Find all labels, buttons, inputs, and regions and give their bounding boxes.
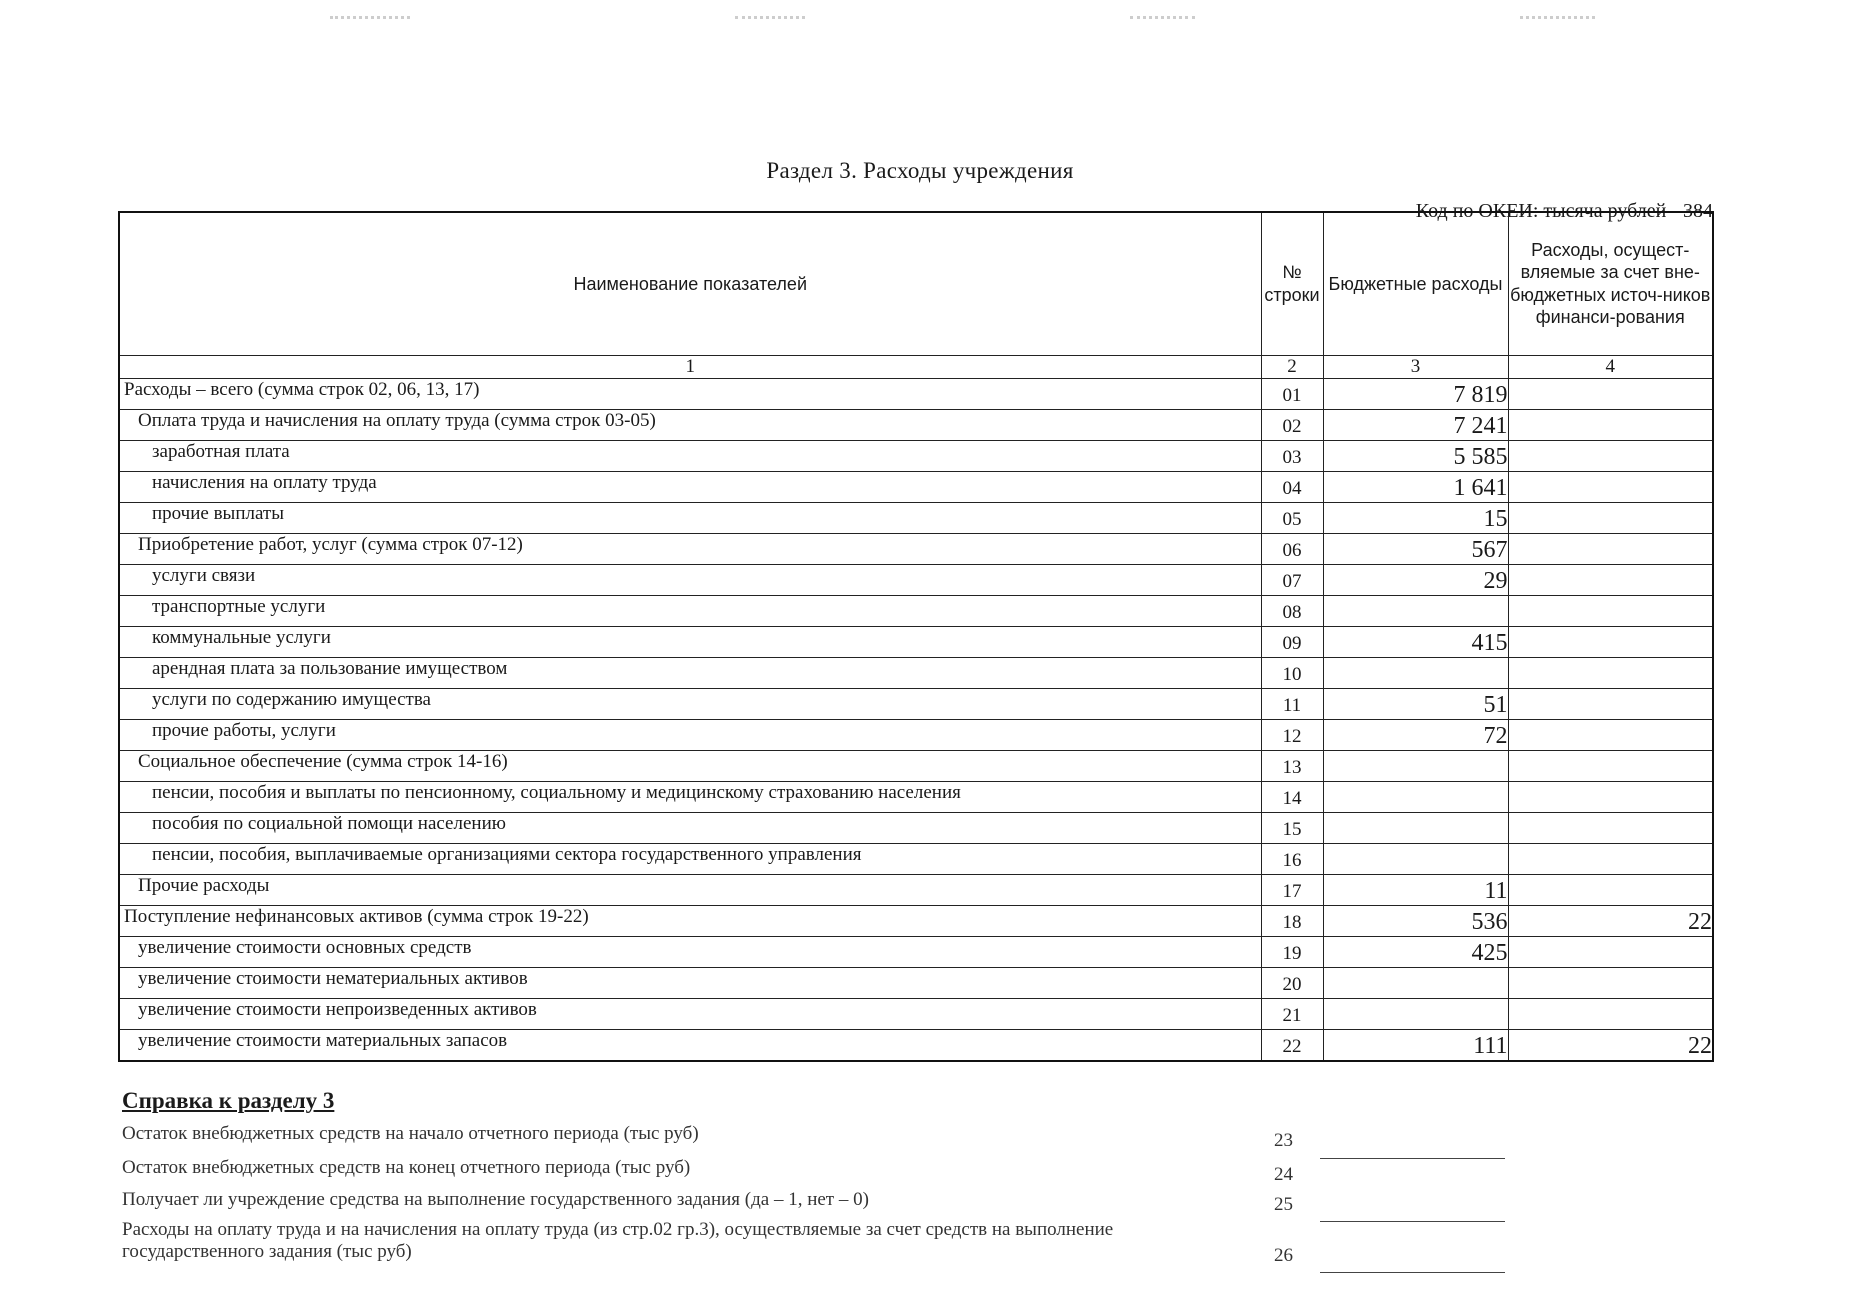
row-code: 04	[1261, 471, 1323, 502]
table-row	[119, 781, 1713, 812]
header-extra: Расходы, осущест-вляемые за счет вне-бюджетных источ-ников финанси-рования	[1508, 212, 1713, 355]
table-row	[119, 533, 1713, 564]
reference-value-field[interactable]	[1320, 1221, 1505, 1222]
header-name: Наименование показателей	[119, 212, 1261, 355]
row-budget-value	[1323, 812, 1508, 843]
row-extra-value	[1508, 657, 1713, 688]
row-code: 17	[1261, 874, 1323, 905]
row-name: пенсии, пособия, выплачиваемые организациями сектора государственного управления	[119, 843, 1261, 874]
row-budget-value: 15	[1323, 502, 1508, 533]
row-name: прочие выплаты	[119, 502, 1261, 533]
row-extra-value	[1508, 781, 1713, 812]
row-budget-value	[1323, 998, 1508, 1029]
row-name: начисления на оплату труда	[119, 471, 1261, 502]
row-name: увеличение стоимости непроизведенных активов	[119, 998, 1261, 1029]
row-budget-value	[1323, 595, 1508, 626]
table-row	[119, 409, 1713, 440]
scan-artifact	[735, 16, 805, 23]
row-budget-value: 29	[1323, 564, 1508, 595]
row-budget-value: 7 819	[1323, 378, 1508, 409]
expenses-table	[118, 211, 1714, 1062]
row-budget-value	[1323, 750, 1508, 781]
reference-row-code: 24	[1274, 1164, 1293, 1185]
table-row	[119, 378, 1713, 409]
reference-row-text: Остаток внебюджетных средств на конец отчетного периода (тыс руб)	[122, 1157, 691, 1178]
row-budget-value	[1323, 781, 1508, 812]
row-extra-value	[1508, 719, 1713, 750]
row-code: 21	[1261, 998, 1323, 1029]
row-code: 14	[1261, 781, 1323, 812]
row-name: заработная плата	[119, 440, 1261, 471]
row-code: 08	[1261, 595, 1323, 626]
header-code: № строки	[1261, 212, 1323, 355]
table-row	[119, 1029, 1713, 1061]
scan-artifact	[1130, 16, 1195, 23]
table-row	[119, 719, 1713, 750]
row-extra-value	[1508, 688, 1713, 719]
row-code: 07	[1261, 564, 1323, 595]
row-code: 06	[1261, 533, 1323, 564]
row-code: 16	[1261, 843, 1323, 874]
row-code: 13	[1261, 750, 1323, 781]
row-name: пенсии, пособия и выплаты по пенсионному, социальному и медицинскому страхованию населения	[119, 781, 1261, 812]
header-budget: Бюджетные расходы	[1323, 212, 1508, 355]
reference-row-code: 25	[1274, 1194, 1293, 1215]
reference-row-text: Расходы на оплату труда и на начисления на оплату труда (из стр.02 гр.3), осуществляемые за счет средств на выполнение	[122, 1219, 1114, 1240]
row-name: Оплата труда и начисления на оплату труда (сумма строк 03-05)	[119, 409, 1261, 440]
row-extra-value: 22	[1508, 905, 1713, 936]
reference-title: Справка к разделу 3	[122, 1088, 335, 1113]
column-number: 2	[1261, 355, 1323, 378]
row-name: увеличение стоимости материальных запасов	[119, 1029, 1261, 1061]
table-row	[119, 657, 1713, 688]
header-row	[119, 212, 1713, 355]
column-number: 3	[1323, 355, 1508, 378]
reference-value-field[interactable]	[1320, 1272, 1505, 1273]
table-row	[119, 595, 1713, 626]
row-name: прочие работы, услуги	[119, 719, 1261, 750]
row-name: Приобретение работ, услуг (сумма строк 07-12)	[119, 533, 1261, 564]
row-code: 19	[1261, 936, 1323, 967]
row-budget-value: 1 641	[1323, 471, 1508, 502]
row-extra-value	[1508, 409, 1713, 440]
table-row	[119, 564, 1713, 595]
table-row	[119, 967, 1713, 998]
reference-row-code: 23	[1274, 1130, 1293, 1151]
table-row	[119, 843, 1713, 874]
row-code: 11	[1261, 688, 1323, 719]
row-extra-value	[1508, 471, 1713, 502]
row-extra-value	[1508, 626, 1713, 657]
row-extra-value	[1508, 533, 1713, 564]
row-code: 18	[1261, 905, 1323, 936]
reference-value-field[interactable]	[1320, 1158, 1505, 1159]
row-extra-value	[1508, 843, 1713, 874]
row-budget-value: 72	[1323, 719, 1508, 750]
table-row	[119, 626, 1713, 657]
row-name: Поступление нефинансовых активов (сумма строк 19-22)	[119, 905, 1261, 936]
section-title: Раздел 3. Расходы учреждения	[766, 158, 1074, 183]
row-code: 03	[1261, 440, 1323, 471]
row-budget-value	[1323, 843, 1508, 874]
row-name: Расходы – всего (сумма строк 02, 06, 13, 17)	[119, 378, 1261, 409]
table-row	[119, 905, 1713, 936]
row-extra-value	[1508, 750, 1713, 781]
scan-artifact	[1520, 16, 1595, 23]
row-budget-value: 7 241	[1323, 409, 1508, 440]
units-label: Код по ОКЕИ: тысяча рублей - 384	[1415, 200, 1713, 222]
row-code: 15	[1261, 812, 1323, 843]
table-row	[119, 471, 1713, 502]
row-budget-value	[1323, 657, 1508, 688]
row-name: коммунальные услуги	[119, 626, 1261, 657]
column-number-row	[119, 355, 1713, 378]
row-extra-value	[1508, 967, 1713, 998]
row-budget-value: 5 585	[1323, 440, 1508, 471]
row-budget-value: 51	[1323, 688, 1508, 719]
row-extra-value	[1508, 378, 1713, 409]
row-name: услуги по содержанию имущества	[119, 688, 1261, 719]
row-code: 22	[1261, 1029, 1323, 1061]
table-row	[119, 812, 1713, 843]
reference-row-text: Получает ли учреждение средства на выполнение государственного задания (да – 1, нет – 0)	[122, 1189, 869, 1210]
row-budget-value: 425	[1323, 936, 1508, 967]
row-name: арендная плата за пользование имуществом	[119, 657, 1261, 688]
row-name: транспортные услуги	[119, 595, 1261, 626]
row-code: 10	[1261, 657, 1323, 688]
row-budget-value	[1323, 967, 1508, 998]
row-budget-value: 111	[1323, 1029, 1508, 1061]
row-name: услуги связи	[119, 564, 1261, 595]
row-name: Прочие расходы	[119, 874, 1261, 905]
row-budget-value: 415	[1323, 626, 1508, 657]
row-name: увеличение стоимости нематериальных активов	[119, 967, 1261, 998]
row-code: 01	[1261, 378, 1323, 409]
row-extra-value	[1508, 874, 1713, 905]
row-code: 02	[1261, 409, 1323, 440]
row-extra-value	[1508, 440, 1713, 471]
column-number: 1	[119, 355, 1261, 378]
row-name: увеличение стоимости основных средств	[119, 936, 1261, 967]
row-code: 09	[1261, 626, 1323, 657]
row-extra-value	[1508, 812, 1713, 843]
reference-row-text-continued: государственного задания (тыс руб)	[122, 1241, 412, 1262]
table-row	[119, 936, 1713, 967]
row-extra-value	[1508, 595, 1713, 626]
table-row	[119, 874, 1713, 905]
row-code: 12	[1261, 719, 1323, 750]
column-number: 4	[1508, 355, 1713, 378]
row-extra-value	[1508, 564, 1713, 595]
table-row	[119, 688, 1713, 719]
row-budget-value: 567	[1323, 533, 1508, 564]
row-extra-value	[1508, 502, 1713, 533]
row-extra-value: 22	[1508, 1029, 1713, 1061]
reference-row-code: 26	[1274, 1245, 1293, 1266]
row-budget-value: 11	[1323, 874, 1508, 905]
row-name: Социальное обеспечение (сумма строк 14-16)	[119, 750, 1261, 781]
row-budget-value: 536	[1323, 905, 1508, 936]
row-extra-value	[1508, 998, 1713, 1029]
table-row	[119, 998, 1713, 1029]
table-row	[119, 750, 1713, 781]
row-extra-value	[1508, 936, 1713, 967]
row-name: пособия по социальной помощи населению	[119, 812, 1261, 843]
row-code: 05	[1261, 502, 1323, 533]
table-row	[119, 502, 1713, 533]
table-row	[119, 440, 1713, 471]
row-code: 20	[1261, 967, 1323, 998]
reference-row-text: Остаток внебюджетных средств на начало отчетного периода (тыс руб)	[122, 1123, 699, 1144]
scan-artifact	[330, 16, 410, 23]
